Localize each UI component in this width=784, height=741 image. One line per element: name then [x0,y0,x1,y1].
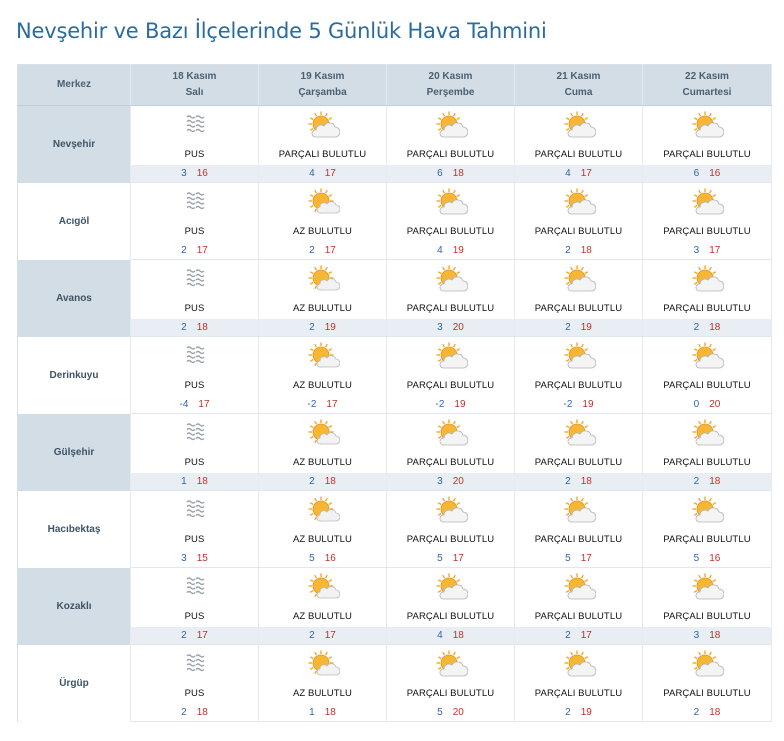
temp-high: 18 [709,707,721,718]
temp-high: 17 [324,168,336,179]
weather-icon-cell [259,260,387,299]
partly-cloudy-icon [387,111,514,139]
temperature-cell [259,550,387,568]
temp-low: 1 [181,476,187,487]
fog-icon [131,266,258,292]
weather-icon-cell [131,260,259,299]
temperature-cell [131,396,259,414]
header-weekday: Salı [185,87,204,98]
temp-high: 17 [326,399,338,410]
weather-icon-cell [387,106,515,145]
header-day-1 [131,65,259,106]
header-weekday: Çarşamba [298,87,347,98]
city-name: Hacıbektaş [18,491,131,568]
temp-high: 17 [580,168,592,179]
temperature-cell [131,242,259,260]
weather-desc: PARÇALI BULUTLU [515,606,643,627]
partly-cloudy-icon [515,111,642,139]
city-name: Acıgöl [18,183,131,260]
weather-icon-cell [259,491,387,530]
temp-high: 18 [196,707,208,718]
temp-high: 18 [709,476,721,487]
city-name: Kozaklı [18,568,131,645]
weather-icon-cell [643,260,772,299]
header-date: 20 Kasım [428,71,473,82]
partly-cloudy-icon [643,650,771,678]
weather-desc: PARÇALI BULUTLU [387,375,515,396]
weather-desc: PARÇALI BULUTLU [643,144,772,165]
weather-icon-cell [259,645,387,684]
temp-low: 2 [693,707,700,718]
weather-desc: PARÇALI BULUTLU [259,144,387,165]
city-desc-row [18,452,772,473]
temp-low: 4 [309,168,315,179]
weather-desc: PARÇALI BULUTLU [643,683,772,704]
header-merkez: Merkez [18,65,131,106]
weather-desc: PUS [131,144,259,165]
weather-icon-cell [387,414,515,453]
partly-cloudy-icon [515,496,642,524]
temp-low: -2 [307,399,317,410]
temperature-cell [643,473,772,491]
weather-icon-cell [515,106,643,145]
temp-high: 15 [196,553,208,564]
weather-icon-cell [387,645,515,684]
partly-cloudy-icon [387,496,514,524]
city-icon-row [18,414,772,453]
partly-cloudy-icon [515,188,642,216]
weather-desc: PARÇALI BULUTLU [515,683,643,704]
temp-low: 2 [309,476,315,487]
temp-high: 19 [452,245,464,256]
temp-high: 20 [452,476,464,487]
weather-icon-cell [515,183,643,222]
temp-low: 4 [437,630,443,641]
weather-desc: PARÇALI BULUTLU [387,298,515,319]
temp-low: 3 [437,322,443,333]
mostly-sunny-icon [259,650,386,678]
city-temp-row [18,550,772,568]
weather-icon-cell [643,414,772,453]
temp-high: 17 [709,245,721,256]
temp-high: 18 [324,476,336,487]
city-icon-row [18,645,772,684]
temperature-cell [131,165,259,183]
weather-desc: PARÇALI BULUTLU [643,221,772,242]
fog-icon [131,420,258,446]
header-day-4 [515,65,643,106]
temperature-cell [387,473,515,491]
fog-icon [131,574,258,600]
weather-desc: PUS [131,683,259,704]
temp-high: 18 [452,630,464,641]
temp-low: -4 [179,399,189,410]
temperature-cell [643,550,772,568]
temp-low: 2 [309,245,315,256]
partly-cloudy-icon [387,419,514,447]
city-desc-row [18,529,772,550]
weather-desc: PARÇALI BULUTLU [387,529,515,550]
city-desc-row [18,683,772,704]
weather-icon-cell [387,260,515,299]
temp-high: 19 [580,322,592,333]
city-name: Nevşehir [18,106,131,183]
weather-icon-cell [387,183,515,222]
fog-icon [131,189,258,215]
temp-high: 17 [324,630,336,641]
temp-low: 4 [437,245,443,256]
weather-desc: PARÇALI BULUTLU [515,144,643,165]
temperature-cell [387,627,515,645]
temp-low: 2 [181,630,187,641]
temp-high: 19 [582,399,594,410]
temperature-cell [515,473,643,491]
forecast-body [18,106,772,722]
temperature-cell [387,242,515,260]
city-desc-row [18,144,772,165]
weather-icon-cell [131,414,259,453]
header-day-2 [259,65,387,106]
temp-low: 0 [693,399,700,410]
weather-desc: AZ BULUTLU [259,606,387,627]
temperature-cell [131,473,259,491]
partly-cloudy-icon [643,111,771,139]
city-icon-row [18,106,772,145]
temp-low: 5 [565,553,571,564]
fog-icon [131,112,258,138]
temp-low: 3 [437,476,443,487]
header-day-3 [387,65,515,106]
temp-high: 18 [452,168,464,179]
city-name: Ürgüp [18,645,131,722]
partly-cloudy-icon [515,265,642,293]
temperature-cell [259,319,387,337]
temperature-cell [643,242,772,260]
temp-low: 6 [693,168,700,179]
header-weekday: Cuma [564,87,593,98]
temperature-cell [131,704,259,722]
temp-high: 18 [580,245,592,256]
header-date: 18 Kasım [172,71,217,82]
partly-cloudy-icon [643,265,771,293]
header-date: 19 Kasım [300,71,345,82]
city-icon-row [18,491,772,530]
weather-icon-cell [643,106,772,145]
weather-icon-cell [131,568,259,607]
partly-cloudy-icon [515,573,642,601]
weather-desc: PARÇALI BULUTLU [515,298,643,319]
weather-desc: PUS [131,375,259,396]
weather-icon-cell [515,260,643,299]
temp-high: 19 [454,399,466,410]
partly-cloudy-icon [387,573,514,601]
temperature-cell [515,704,643,722]
weather-desc: PARÇALI BULUTLU [515,529,643,550]
temp-high: 20 [452,707,464,718]
weather-desc: PARÇALI BULUTLU [643,298,772,319]
forecast-table [17,64,772,722]
weather-icon-cell [515,645,643,684]
weather-desc: PARÇALI BULUTLU [387,452,515,473]
weather-desc: AZ BULUTLU [259,298,387,319]
weather-icon-cell [387,337,515,376]
weather-icon-cell [131,183,259,222]
temp-low: 2 [565,322,571,333]
temp-high: 18 [324,707,336,718]
temp-low: 5 [437,707,443,718]
header-weekday: Perşembe [426,87,475,98]
temp-low: 2 [693,322,700,333]
temp-low: 1 [309,707,315,718]
header-day-5 [643,65,772,106]
temp-low: 2 [181,245,187,256]
mostly-sunny-icon [259,188,386,216]
weather-desc: PARÇALI BULUTLU [643,375,772,396]
weather-icon-cell [259,414,387,453]
temp-low: 2 [565,476,571,487]
weather-icon-cell [259,337,387,376]
weather-icon-cell [515,568,643,607]
temp-high: 16 [709,553,721,564]
temp-high: 17 [580,630,592,641]
temp-low: 3 [181,168,187,179]
partly-cloudy-icon [643,573,771,601]
table-header-row [18,65,772,106]
temp-low: 6 [437,168,443,179]
temp-high: 16 [196,168,208,179]
weather-desc: AZ BULUTLU [259,375,387,396]
temperature-cell [259,473,387,491]
header-weekday: Cumartesi [682,87,732,98]
mostly-sunny-icon [259,265,386,293]
temp-low: 2 [181,322,187,333]
partly-cloudy-icon [387,265,514,293]
temp-low: 5 [693,553,700,564]
weather-desc: PUS [131,452,259,473]
weather-icon-cell [643,568,772,607]
city-name: Avanos [18,260,131,337]
weather-icon-cell [643,491,772,530]
weather-desc: AZ BULUTLU [259,683,387,704]
mostly-sunny-icon [259,342,386,370]
temperature-cell [643,319,772,337]
weather-icon-cell [259,183,387,222]
city-temp-row [18,242,772,260]
city-temp-row [18,165,772,183]
weather-icon-cell [515,414,643,453]
partly-cloudy-icon [259,111,386,139]
temperature-cell [515,627,643,645]
fog-icon [131,343,258,369]
temp-low: 4 [565,168,571,179]
city-icon-row [18,260,772,299]
temperature-cell [387,165,515,183]
partly-cloudy-icon [515,419,642,447]
weather-icon-cell [643,183,772,222]
weather-desc: PUS [131,606,259,627]
weather-desc: PARÇALI BULUTLU [387,144,515,165]
temperature-cell [387,396,515,414]
weather-desc: PUS [131,529,259,550]
weather-desc: PUS [131,298,259,319]
weather-icon-cell [387,568,515,607]
mostly-sunny-icon [259,573,386,601]
temperature-cell [259,704,387,722]
city-temp-row [18,704,772,722]
weather-icon-cell [515,337,643,376]
partly-cloudy-icon [643,188,771,216]
temp-high: 17 [452,553,464,564]
weather-icon-cell [643,337,772,376]
temperature-cell [131,550,259,568]
temp-low: 2 [181,707,187,718]
city-icon-row [18,183,772,222]
temp-low: 2 [309,630,315,641]
temp-high: 20 [452,322,464,333]
weather-icon-cell [131,106,259,145]
temp-high: 19 [324,322,336,333]
temp-low: 5 [309,553,315,564]
temp-low: 5 [437,553,443,564]
temperature-cell [643,627,772,645]
partly-cloudy-icon [643,419,771,447]
weather-desc: PARÇALI BULUTLU [515,375,643,396]
weather-desc: PARÇALI BULUTLU [515,221,643,242]
temperature-cell [387,704,515,722]
header-date: 22 Kasım [685,71,729,82]
temp-high: 18 [580,476,592,487]
temperature-cell [387,550,515,568]
temperature-cell [515,165,643,183]
city-name: Gülşehir [18,414,131,491]
weather-desc: AZ BULUTLU [259,452,387,473]
city-temp-row [18,396,772,414]
city-icon-row [18,568,772,607]
temperature-cell [515,319,643,337]
header-date: 21 Kasım [556,71,601,82]
partly-cloudy-icon [387,650,514,678]
temp-low: 3 [693,245,700,256]
city-temp-row [18,473,772,491]
mostly-sunny-icon [259,419,386,447]
temperature-cell [259,396,387,414]
city-temp-row [18,627,772,645]
temp-low: 2 [565,707,571,718]
temp-low: 2 [565,630,571,641]
temperature-cell [643,704,772,722]
partly-cloudy-icon [643,342,771,370]
temp-low: 3 [693,630,700,641]
city-desc-row [18,298,772,319]
temp-low: 2 [309,322,315,333]
city-desc-row [18,606,772,627]
temp-high: 17 [196,630,208,641]
temperature-cell [131,319,259,337]
weather-desc: PUS [131,221,259,242]
weather-icon-cell [131,645,259,684]
temperature-cell [515,550,643,568]
weather-icon-cell [515,491,643,530]
weather-desc: AZ BULUTLU [259,221,387,242]
city-temp-row [18,319,772,337]
city-name: Derinkuyu [18,337,131,414]
weather-desc: PARÇALI BULUTLU [643,606,772,627]
temperature-cell [387,319,515,337]
temperature-cell [259,242,387,260]
weather-desc: PARÇALI BULUTLU [387,683,515,704]
temp-low: 2 [565,245,571,256]
temp-high: 18 [196,322,208,333]
temp-low: 2 [693,476,700,487]
temperature-cell [131,627,259,645]
weather-icon-cell [643,645,772,684]
partly-cloudy-icon [387,188,514,216]
temp-high: 16 [324,553,336,564]
temp-low: -2 [563,399,573,410]
temp-low: 3 [181,553,187,564]
temp-high: 19 [580,707,592,718]
mostly-sunny-icon [259,496,386,524]
weather-desc: PARÇALI BULUTLU [387,221,515,242]
temp-high: 18 [709,630,721,641]
temp-high: 18 [196,476,208,487]
partly-cloudy-icon [643,496,771,524]
weather-icon-cell [259,568,387,607]
page-title: Nevşehir ve Bazı İlçelerinde 5 Günlük Hava Tahmini [16,19,547,43]
temperature-cell [259,627,387,645]
temp-high: 16 [709,168,721,179]
weather-desc: PARÇALI BULUTLU [387,606,515,627]
weather-icon-cell [387,491,515,530]
weather-icon-cell [131,491,259,530]
temperature-cell [259,165,387,183]
fog-icon [131,497,258,523]
fog-icon [131,651,258,677]
weather-desc: PARÇALI BULUTLU [515,452,643,473]
weather-desc: PARÇALI BULUTLU [643,452,772,473]
city-desc-row [18,221,772,242]
temp-low: -2 [435,399,445,410]
city-desc-row [18,375,772,396]
weather-desc: AZ BULUTLU [259,529,387,550]
temperature-cell [643,396,772,414]
weather-icon-cell [131,337,259,376]
temperature-cell [643,165,772,183]
temp-high: 17 [580,553,592,564]
weather-desc: PARÇALI BULUTLU [643,529,772,550]
temperature-cell [515,396,643,414]
partly-cloudy-icon [387,342,514,370]
temp-high: 17 [196,245,208,256]
temp-high: 17 [324,245,336,256]
temp-high: 20 [709,399,721,410]
partly-cloudy-icon [515,650,642,678]
weather-icon-cell [259,106,387,145]
temp-high: 18 [709,322,721,333]
temperature-cell [515,242,643,260]
temp-high: 17 [198,399,210,410]
partly-cloudy-icon [515,342,642,370]
city-icon-row [18,337,772,376]
